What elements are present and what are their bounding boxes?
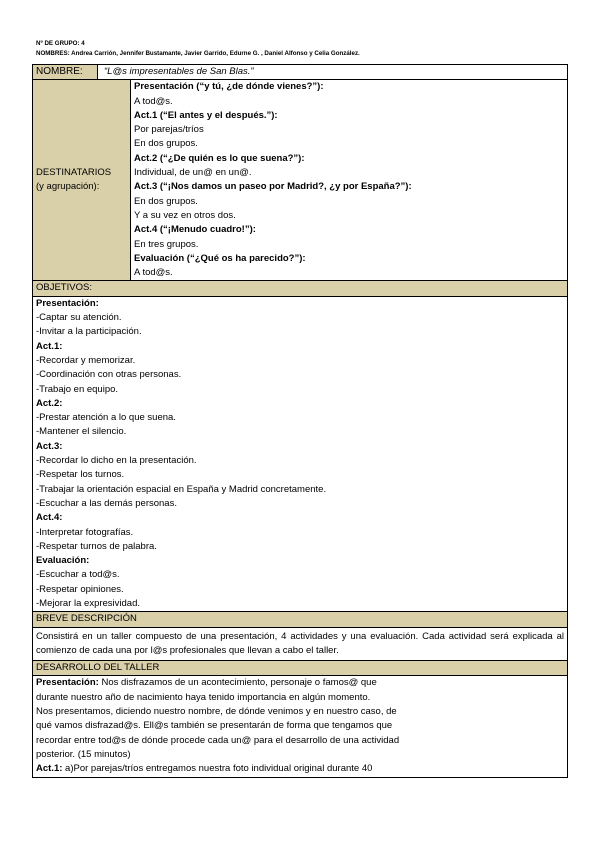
destinatarios-line-item: En tres grupos. (134, 238, 199, 250)
nombre-value: “L@s impresentables de San Blas.” (98, 65, 568, 80)
destinatarios-line-heading: Act.4 (“¡Menudo cuadro!”): (134, 224, 256, 236)
nombre-row (33, 65, 568, 80)
desarrollo-line: qué vamos disfrazad@s. Ell@s también se presentarán de forma que tengamos que (36, 720, 393, 732)
act1-label: Act.1: (36, 763, 63, 775)
objetivo-line-heading: Presentación: (36, 297, 99, 309)
desarrollo-presentacion-line (36, 676, 564, 690)
breve-text: Consistirá en un taller compuesto de una presentación, 4 actividades y una evaluación. Cada actividad será explicada al comienzo de cada una por l@s profesionales que llevan a cabo el taller. (33, 627, 568, 661)
destinatarios-line-item: En dos grupos. (134, 138, 198, 150)
objetivo-line-item: -Coordinación con otras personas. (36, 369, 182, 381)
destinatarios-content (131, 80, 568, 281)
objetivo-line-item: -Interpretar fotografías. (36, 526, 134, 538)
destinatarios-line-heading: Presentación (“y tú, ¿de dónde vienes?”): (134, 81, 324, 93)
objetivos-content (33, 296, 568, 612)
destinatarios-line-item: A tod@s. (134, 267, 173, 279)
destinatarios-line-heading: Act.3 (“¡Nos damos un paseo por Madrid?, ¿y por España?”): (134, 181, 412, 193)
destinatarios-line-heading: Evaluación (“¿Qué os ha parecido?”): (134, 252, 306, 264)
objetivo-line-item: -Mejorar la expresividad. (36, 597, 141, 609)
desarrollo-label: DESARROLLO DEL TALLER (33, 661, 568, 676)
objetivo-line-item: -Recordar lo dicho en la presentación. (36, 455, 197, 467)
objetivo-line-item: -Prestar atención a lo que suena. (36, 412, 176, 424)
act1-text: a)Por parejas/tríos entregamos nuestra foto individual original durante 40 (62, 763, 373, 775)
objetivo-line-heading: Act.3: (36, 440, 63, 452)
destinatarios-line-heading: Act.2 (“¿De quién es lo que suena?”): (134, 152, 305, 164)
objetivo-line-heading: Act.4: (36, 512, 63, 524)
destinatarios-lines (134, 80, 564, 280)
breve-header-row (33, 612, 568, 627)
desarrollo-line: durante nuestro año de nacimiento haya tenido importancia en algún momento. (36, 691, 371, 703)
destinatarios-line-item: En dos grupos. (134, 195, 198, 207)
objetivo-line-item: -Respetar los turnos. (36, 469, 125, 481)
nombre-label: NOMBRE: (33, 65, 98, 80)
presentacion-label: Presentación: (36, 677, 99, 689)
destinatarios-line-heading: Act.1 (“El antes y el después.”): (134, 109, 278, 121)
breve-row (33, 627, 568, 661)
destinatarios-line-item: A tod@s. (134, 95, 173, 107)
desarrollo-line: posterior. (15 minutos) (36, 748, 131, 760)
desarrollo-header-row (33, 661, 568, 676)
objetivos-header-row (33, 281, 568, 296)
agrupacion-label-line: (y agrupación): (36, 181, 100, 193)
desarrollo-line: recordar entre tod@s de dónde procede cada un@ para el desarrollo de una actividad (36, 734, 400, 746)
destinatarios-label (33, 80, 131, 281)
destinatarios-line-item: Por parejas/tríos (134, 124, 204, 136)
objetivo-line-item: -Trabajar la orientación espacial en España y Madrid concretamente. (36, 483, 327, 495)
objetivo-line-item: -Captar su atención. (36, 312, 122, 324)
objetivo-line-heading: Evaluación: (36, 555, 90, 567)
objetivo-line-heading: Act.2: (36, 397, 63, 409)
breve-label: BREVE DESCRIPCIÓN (33, 612, 568, 627)
objetivo-line-item: -Respetar opiniones. (36, 583, 124, 595)
objetivos-lines (36, 297, 564, 612)
objetivo-line-item: -Trabajo en equipo. (36, 383, 119, 395)
objetivo-line-item: -Escuchar a tod@s. (36, 569, 120, 581)
objetivo-line-item: -Mantener el silencio. (36, 426, 127, 438)
group-number: Nº DE GRUPO: 4 (36, 40, 85, 47)
desarrollo-act1-line (36, 762, 564, 776)
desarrollo-line: Nos presentamos, diciendo nuestro nombre, de dónde venimos y en nuestro caso, de (36, 706, 397, 718)
desarrollo-line: Nos disfrazamos de un acontecimiento, personaje o famos@ que (98, 677, 377, 689)
destinatarios-label-line: DESTINATARIOS (36, 167, 112, 179)
desarrollo-row (33, 676, 568, 777)
objetivos-row (33, 296, 568, 612)
group-members: NOMBRES: Andrea Carrión, Jennifer Bustamante, Javier Garrido, Edurne G. , Daniel Alfonso y Celia González. (36, 50, 360, 57)
objetivo-line-item: -Recordar y memorizar. (36, 354, 136, 366)
objetivo-line-heading: Act.1: (36, 340, 63, 352)
objetivo-line-item: -Respetar turnos de palabra. (36, 540, 157, 552)
destinatarios-line-item: Individual, de un@ en un@. (134, 167, 252, 179)
objetivo-line-item: -Escuchar a las demás personas. (36, 497, 177, 509)
workshop-table (32, 64, 568, 778)
objetivos-label: OBJETIVOS: (33, 281, 568, 296)
desarrollo-content (33, 676, 568, 777)
destinatarios-line-item: Y a su vez en otros dos. (134, 209, 236, 221)
objetivo-line-item: -Invitar a la participación. (36, 326, 142, 338)
destinatarios-row (33, 80, 568, 281)
